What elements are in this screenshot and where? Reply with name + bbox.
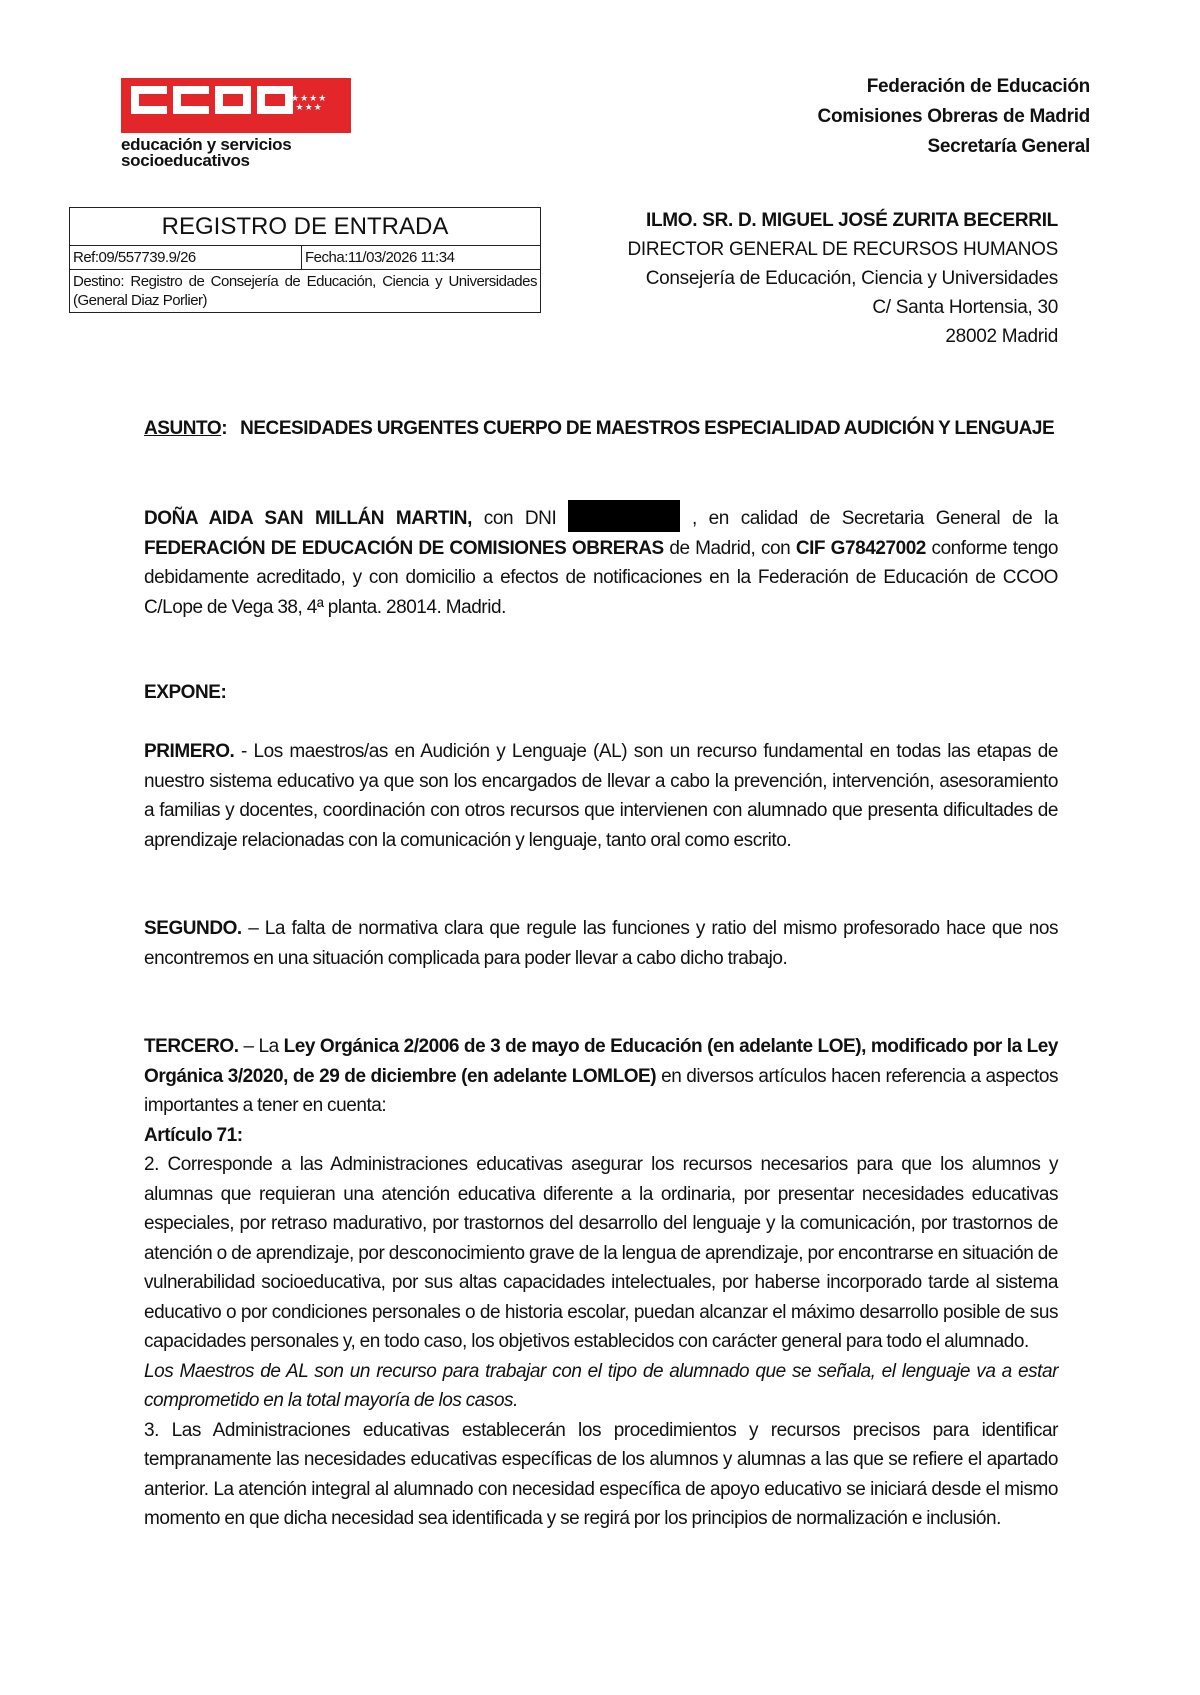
registry-title: REGISTRO DE ENTRADA [70,208,540,246]
logo-mark [121,78,351,133]
redacted-dni [568,500,680,532]
recipient-address: ILMO. SR. D. MIGUEL JOSÉ ZURITA BECERRIL DIRECTOR GENERAL DE RECURSOS HUMANOS Consejería de Educación, Ciencia y Universidades C/ Santa Hortensia, 30 28002 Madrid [627,210,1058,347]
registry-date: Fecha:11/03/2026 11:34 [305,249,455,266]
registry-stamp [69,207,541,313]
logo-subtitle: educación y servicios socioeducativos [121,135,292,170]
expone-heading: EXPONE: [144,682,227,703]
primero-paragraph: PRIMERO. - Los maestros/as en Audición y Lenguaje (AL) son un recurso fundamental en todas las etapas de nuestro sistema educativo ya que son los encargados de llevar a cabo la prevención, intervención, asesoramiento a familias y docentes, coordinación con otros recursos que intervienen con alumnado que presenta dificultades de aprendizaje relacionadas con la comunicación y lenguaje, tanto oral como escrito. [144,741,1058,851]
registry-destination: Destino: Registro de Consejería de Educación, Ciencia y Universidades (General Diaz Porlier) [73,273,537,309]
subject: ASUNTO: NECESIDADES URGENTES CUERPO DE MAESTROS ESPECIALIDAD AUDICIÓN Y LENGUAJE [144,418,1055,439]
segundo-paragraph: SEGUNDO. – La falta de normativa clara que regule las funciones y ratio del mismo profesorado hace que nos encontremos en una situación complicada para poder llevar a cabo dicho trabajo. [144,918,1058,969]
tercero-paragraph: TERCERO. – La Ley Orgánica 2/2006 de 3 de mayo de Educación (en adelante LOE), modificado por la Ley Orgánica 3/2020, de 29 de diciembre (en adelante LOMLOE) en diversos artículos hacen referencia a aspectos importantes a tener en cuenta: [144,1036,1058,1116]
intro-paragraph: DOÑA AIDA SAN MILLÁN MARTIN, con DNI , en calidad de Secretaria General de la FEDERACIÓN DE EDUCACIÓN DE COMISIONES OBRERAS de Madrid, con CIF G78427002 conforme tengo debidamente acreditado, y con domicilio a efectos de notificaciones en la Federación de Educación de CCOO C/Lope de Vega 38, 4ª planta. 28014. Madrid. [144,500,1058,622]
article-note: Los Maestros de AL son un recurso para trabajar con el tipo de alumnado que se señala, el lenguaje va a estar comprometido en la total mayoría de los casos. [144,1360,1058,1411]
tercero-section [144,1032,1058,1534]
stars-icon: ★★★★ ★★★ [291,93,328,112]
article-paragraph-2: 2. Corresponde a las Administraciones educativas asegurar los recursos necesarios para que los alumnos y alumnas que requieran una atención educativa diferente a la ordinaria, por presentar necesidades educativas especiales, por retraso madurativo, por trastornos del desarrollo del lenguaje y la comunicación, por trastornos de atención o de aprendizaje, por desconocimiento grave de la lengua de aprendizaje, por encontrarse en situación de vulnerabilidad socioeducativa, por sus altas capacidades intelectuales, por haberse incorporado tarde al sistema educativo o por condiciones personales o de historia escolar, puedan alcanzar el máximo desarrollo posible de sus capacidades personales y, en todo caso, los objetivos establecidos con carácter general para todo el alumnado. [144,1154,1058,1352]
article-heading: Artículo 71: [144,1124,243,1146]
article-paragraph-3: 3. Las Administraciones educativas establecerán los procedimientos y recursos precisos para identificar tempranamente las necesidades educativas específicas de los alumnos y alumnas a las que se refiere el apartado anterior. La atención integral al alumnado con necesidad específica de apoyo educativo se iniciará desde el mismo momento en que dicha necesidad sea identificada y se regirá por los principios de normalización e inclusión. [144,1419,1058,1529]
registry-ref: Ref:09/557739.9/26 [70,246,302,269]
federation-header: Federación de Educación Comisiones Obreras de Madrid Secretaría General [817,76,1090,157]
ccoo-logo [121,78,351,169]
